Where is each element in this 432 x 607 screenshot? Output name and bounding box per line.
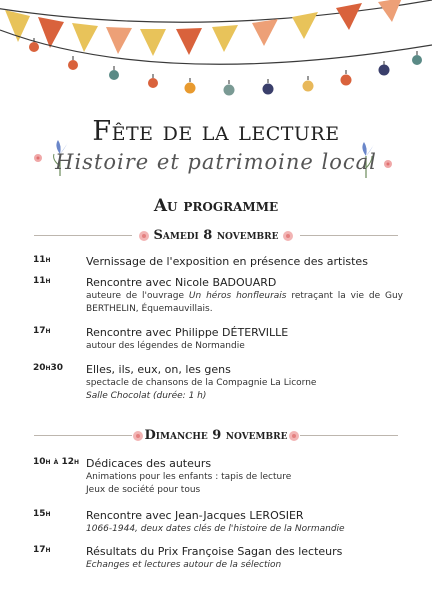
event-time: 11h xyxy=(33,276,51,286)
event-description: auteure de l'ouvrage Un héros honfleurais retraçant la vie de Guy BERTHELIN, Équemauvillais. xyxy=(86,291,404,314)
event-description: Echanges et lectures autour de la sélection xyxy=(86,560,282,570)
event-location: Salle Chocolat (durée: 1 h) xyxy=(86,391,207,401)
event-title: Rencontre avec Philippe DÉTERVILLE xyxy=(86,326,289,339)
event-time: 17h xyxy=(33,545,51,555)
bunting-garland xyxy=(0,0,432,110)
event-time: 15h xyxy=(33,509,51,519)
event-description: spectacle de chansons de la Compagnie La Licorne xyxy=(86,378,317,388)
pennant-flags xyxy=(5,0,402,56)
poster-title: Fête de la lecture xyxy=(92,116,340,147)
event-description: Jeux de société pour tous xyxy=(86,485,201,495)
event-item xyxy=(33,362,403,403)
event-time: 10h à 12h xyxy=(33,457,80,467)
program-heading: Au programme xyxy=(153,196,279,216)
event-item xyxy=(33,544,403,572)
flower-dot-icon xyxy=(282,230,294,242)
event-time: 11h xyxy=(33,255,51,265)
event-time: 20h30 xyxy=(33,363,64,373)
event-title: Rencontre avec Jean-Jacques LEROSIER xyxy=(86,509,304,522)
event-time: 17h xyxy=(33,326,51,336)
flower-dot-icon xyxy=(288,430,300,442)
event-item xyxy=(33,275,403,316)
day-label-saturday: Samedi 8 novembre xyxy=(153,228,279,243)
event-item xyxy=(33,254,403,269)
poster-subtitle: Histoire et patrimoine local xyxy=(55,150,377,174)
event-title: Résultats du Prix Françoise Sagan des lecteurs xyxy=(86,545,343,558)
day-label-sunday: Dimanche 9 novembre xyxy=(144,428,288,443)
event-item xyxy=(33,508,403,536)
day-divider-saturday xyxy=(34,226,398,246)
event-title: Vernissage de l'exposition en présence des artistes xyxy=(86,255,368,268)
event-description: 1066-1944, deux dates clés de l'histoire de la Normandie xyxy=(86,524,345,534)
event-description: Animations pour les enfants : tapis de lecture xyxy=(86,472,292,482)
day-divider-sunday xyxy=(34,426,398,446)
event-description: autour des légendes de Normandie xyxy=(86,341,245,351)
event-item xyxy=(33,325,403,353)
event-title: Elles, ils, eux, on, les gens xyxy=(86,363,231,376)
event-title: Rencontre avec Nicole BADOUARD xyxy=(86,276,277,289)
event-title: Dédicaces des auteurs xyxy=(86,457,212,470)
event-item xyxy=(33,456,403,497)
